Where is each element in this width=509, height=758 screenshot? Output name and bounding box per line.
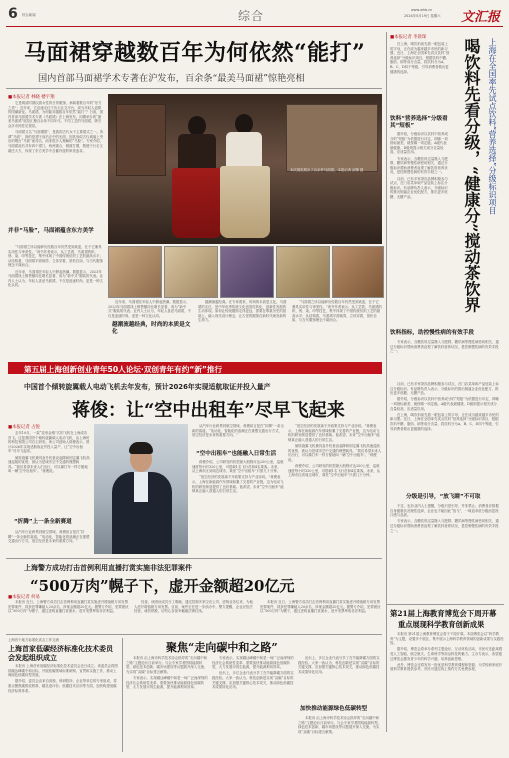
bottom-mid-paragraph: 本报讯 由上海市科学技术协会指导的“走向碳中和之路”主题论坛日前举行。与会专家学者围绕能源转型、绿色技术创新、碳市场建设等议题展开深入交流，为实现“双碳”目标建言献策。	[298, 716, 382, 734]
header-rule	[6, 26, 503, 27]
newspaper-logo: 文汇报	[461, 10, 501, 25]
forum-paragraph: 从汽车行业跨界到航空领域，蒋俊坦言是在“折腾”一条全新的赛道。“电动化、智能化的浪潮正在重塑交通出行方式，低空经济是未来的重要方向。”	[192, 424, 284, 438]
lead-title: 马面裙穿越数百年为何依然“能打”	[24, 40, 366, 66]
right-paragraph: 在上海，喝饮料前先看一眼包装上的字母，正在成为越来越多市民的新习惯。近日，上海在全国率先试点饮料“营养选择”分级标识项目，根据饮料中糖、脂肪、钠等成分含量，将饮料分为A、B、C、D四个等级，引导消费者做出更健康的选择。	[390, 42, 450, 74]
forum-body-col2	[192, 424, 284, 450]
lead-paragraph: 近年来，马面裙在年轻人中掀起热潮。数据显示，2023年马面裙线上销售额同比增长显著，成为“新中式”服装的代表。业内人士认为，年轻人喜爱马面裙，不仅是追逐时尚，更是一种文化认同。	[8, 269, 104, 288]
right-body-3	[390, 340, 500, 376]
bottom-right-title: 重点展现科学教育创新成果	[398, 620, 485, 629]
bottom-mid-col2	[212, 656, 294, 752]
bottom-right-paragraph: 此外，博览会还将发布一批优质科学教育课程和资源，为学校和家庭开展科学教育提供参考。市民可通过线上预约方式免费参观。	[390, 662, 503, 672]
police-paragraph: 经查，该团伙成员分工明确，通过控制多家空壳公司，虚构业务往来，为他人虚开增值税专用发票。目前，案件正在进一步侦办中。警方提醒，企业应依法经营、诚信纳税，切勿心存侥幸触碰法律红线。	[134, 600, 253, 614]
police-body-col1	[8, 600, 130, 632]
site-label: 综合新闻	[22, 13, 36, 17]
forum-paragraph: 蒋俊介绍，公司研发的机型最大航程可达250公里，巡航速度每小时320公里，可搭载1名飞行员和4名乘客。未来，从上海市区到周边城市，乘坐“空中出租车”只需几十分钟。	[192, 460, 284, 474]
forum-paragraph: 从汽车行业跨界到航空领域，蒋俊坦言是在“折腾”一条全新的赛道。“电动化、智能化的浪潮正在重塑交通出行方式，低空经济是未来的重要方向。”	[8, 530, 90, 544]
bottom-mid-paragraph: 论坛上，多位企业代表分享了在节能降碳方面的实践经验。大家一致认为，科技创新是实现“双碳”目标的关键支撑，应加强关键核心技术攻关，推动绿色低碳技术成果转化应用。	[298, 656, 380, 674]
lead-paragraph: 近年来，马面裙在年轻人中掀起热潮。数据显示，2023年马面裙线上销售额同比增长显著，成为“新中式”服装的代表。业内人士认为，年轻人喜爱马面裙，不仅是追逐时尚，更是一种文化认同。	[108, 300, 192, 318]
right-paragraph: 目前，已有多家茶饮品牌积极参与试点，在门店菜单和产品包装上标注分级标识。有品牌负责人表示，分级标识的推出倒逼企业优化配方，推出更多低糖、无糖产品。	[390, 382, 499, 396]
bottom-mid-paragraph: 专家表示，实现碳达峰碳中和是一场广泛而深刻的经济社会系统性变革，需要加快推动能源绿色低碳转型，大力发展可再生能源，提升能源利用效率。	[126, 675, 208, 690]
lead-paragraph: 越潮流越经典。在专家看来，时尚的本质是文化，马面裙的走红，是中华优秀传统文化创造性转化、创新性发展的生动体现。如何让传统服饰走得更远，需要在尊重历史的基础上，融入现代设计理念，让古老的服饰在新时代焕发新的生命力。	[198, 300, 287, 323]
page-number: 6	[8, 6, 18, 22]
forum-banner	[8, 362, 382, 374]
bottom-mid-col3b	[298, 716, 382, 752]
forum-banner-text: 第五届上海创新创业青年50人论坛·双创青年有约“新”推行	[24, 364, 223, 374]
right-paragraph: 不过，也有业内人士提醒，分级只是引导，并非禁止。消费者应根据自身健康状况理性选择，企业也不能因此“放飞”，一味追求低分级而忽视口感与品质。	[390, 504, 499, 518]
forum-body-col1b	[8, 530, 90, 554]
forum-body-col2b	[192, 460, 284, 554]
model-right-skirt	[220, 166, 270, 238]
lead-body-col3	[198, 300, 288, 358]
lead-divider	[6, 88, 382, 89]
right-paragraph: 据介绍，分级标识以饮料中营养成分的“短板”为依据进行评定，即哪一项指标最差，就按哪一项定级。A级代表最健康，D级则提示相关成分含量较高，应适量饮用。	[390, 132, 448, 155]
model-right-top	[226, 132, 262, 168]
police-title: “500万肉”幌子下，虚开金额超20亿元	[30, 577, 295, 595]
bottom-right-paragraph: 本报讯 第21届上海教育博览会将于下周开幕。本届博览会以“科学教育”为主题，设置多个展区，集中展示上海科学教育领域的创新成果与实践经验。	[390, 632, 504, 646]
lead-subhead-1: 并非“马脸”，马面裙蕴含东方美学	[8, 228, 94, 234]
right-paragraph: 目前，已有多家茶饮品牌积极参与试点，在门店菜单和产品包装上标注分级标识。有品牌负责人表示，分级标识的推出倒逼企业优化配方，推出更多低糖、无糖产品。	[390, 176, 448, 199]
forum-subhead-1: “折腾”上一条全新赛道	[14, 519, 72, 525]
lead-paragraph: “马面裙之所以能够历经数百年仍然受到欢迎，在于它兼具实用性与审美性。”该书作者表示，从工艺看，马面裙的织、绣、染、印等技艺，集中体现了中国传统纺织工艺的最高水平；从结构看，马面裙平面裁剪、立体穿着，宽松自如，与当代服饰理念不谋而合。	[8, 245, 103, 268]
right-paragraph: 专家表示，含糖饮料过量摄入与肥胖、糖尿病等慢性病密切相关，通过分级标识帮助消费者直观了解饮料营养状况，是控制慢性病的有效手段之一。	[390, 156, 448, 175]
right-body-2	[390, 132, 450, 332]
skirt-thumbnail	[220, 246, 274, 298]
forum-photo	[94, 424, 188, 554]
bottom-mid-paragraph: 专家表示，实现碳达峰碳中和是一场广泛而深刻的经济社会系统性变革，需要加快推动能源绿色低碳转型，大力发展可再生能源，提升能源利用效率。	[212, 656, 294, 670]
model-left-skirt	[172, 168, 222, 238]
forum-title: 蒋俊：让“空中出租车”尽早飞起来	[72, 400, 345, 421]
right-paragraph: 在上海，喝饮料前先看一眼包装上的字母，正在成为越来越多市民的新习惯。近日，上海在全国率先试点饮料“营养选择”分级标识项目，根据饮料中糖、脂肪、钠等成分含量，将饮料分为A、B、C、D四个等级，引导消费者做出更健康的选择。	[390, 412, 499, 431]
right-paragraph: 专家表示，含糖饮料过量摄入与肥胖、糖尿病等慢性病密切相关，通过分级标识帮助消费者直观了解饮料营养状况，是控制慢性病的有效手段之一。	[390, 340, 499, 354]
bottom-right-paragraph: 据介绍，博览会将举办系列主题论坛、互动体验活动，市民可近距离感受人工智能、航空航天、生命科学等前沿科技的魅力。主办方表示，希望通过博览会激发青少年的科学兴趣，培养创新思维。	[390, 647, 503, 661]
bottom-left-title: 上海首家低碳经济标准化技术委员会发起组织成立	[8, 644, 113, 662]
right-subhead-2: 饮料指标，助控慢性病的有效手段	[390, 330, 500, 337]
model-right-figure	[235, 114, 253, 134]
police-paragraph: 本报讯 近日，上海警方成功打击首例利用直播打赏实施虚开增值税专用发票犯罪案件，抓获犯罪嫌疑人20余名，涉案金额超20亿元。据警方介绍，犯罪团伙以“500万肉”为幌子，通过虚构直播打赏流水，虚开发票牟取非法利益。	[8, 600, 129, 614]
bottom-divider	[6, 634, 382, 635]
police-byline: ■本报记者 何易	[8, 595, 40, 600]
bottom-mid-paragraph: 论坛上，多位企业代表分享了在节能降碳方面的实践经验。大家一致认为，科技创新是实现“双碳”目标的关键支撑，应加强关键核心技术攻关，推动绿色低碳技术成果转化应用。	[212, 671, 294, 690]
forum-body-col1	[8, 431, 90, 517]
bottom-col-divider	[122, 638, 123, 752]
police-body-col3	[260, 600, 382, 632]
model-left-figure	[188, 116, 206, 136]
forum-paragraph: “低空经济的发展离不开政策支持与产业协同。”蒋俊表示，上海在新能源汽车领域积累了完善的产业链，这为电动飞机的研发制造提供了良好基础。他希望，未来“空中出租车”能够真正融入普通人的日常生活。	[288, 424, 380, 442]
bottom-mid-title: 聚焦“走向碳中和之路”	[166, 641, 278, 654]
police-small-title: 上海警方成功打击首例利用直播打赏实施非法犯罪案件	[24, 564, 192, 572]
right-column-divider	[386, 32, 387, 732]
bottom-left-kicker: 上海首个地方标准化试点工作交流	[8, 638, 59, 642]
forum-subhead-2: “空中出租车”也能融入日常生活	[196, 451, 277, 457]
right-body-1	[390, 42, 450, 112]
right-subhead-3: 分级是引导，“放飞睛”不可取	[406, 494, 481, 500]
model-left-top	[178, 134, 216, 170]
skirt-thumbnail	[276, 246, 330, 298]
bottom-mid-paragraph: 本报讯 由上海市科学技术协会指导的“走向碳中和之路”主题论坛日前举行。与会专家学者围绕能源转型、绿色技术创新、碳市场建设等议题展开深入交流，为实现“双碳”目标建言献策。	[126, 656, 208, 674]
bottom-right-body	[390, 632, 504, 752]
bottom-mid-subhead: 加快推动能源绿色低碳转型	[300, 706, 368, 712]
lead-subtitle: 国内首部马面裙学术专著在沪发布，百余条“最美马面裙”惊艳亮相	[38, 73, 305, 84]
skirt-thumbnail	[108, 246, 162, 298]
police-paragraph: 本报讯 近日，上海警方成功打击首例利用直播打赏实施虚开增值税专用发票犯罪案件，抓获犯罪嫌疑人20余名，涉案金额超20亿元。据警方介绍，犯罪团伙以“500万肉”为幌子，通过虚构直播打赏流水，虚开发票牟取非法利益。	[260, 600, 381, 614]
forum-paragraph: 去年10月，一架“变形金刚”式的飞机在上海成功首飞。这是我国首个倾转旋翼载人电动飞机，由上海时的科技有限公司自主研发。该公司创始人蒋俊表示，预计2026年实现适航取证并投入量产，让“空中出租车”尽早飞起来。	[8, 431, 90, 454]
lead-byline: ■本报记者 林晓 楼宇翔	[8, 95, 55, 100]
right-byline: ■本报记者 李晨琛	[390, 35, 427, 40]
site-url: www.whb.cn	[411, 8, 433, 12]
photo-caption: 本次展览展出了百余件马面裙。本报记者 邱肇 摄	[290, 168, 364, 172]
forum-paragraph: 倾转旋翼飞机兼具直升机垂直起降和固定翼飞机高速巡航的优势，被认为是城市空中交通的理想载具。“我们希望未来人们出行，可以像打车一样方便地叫一辆‘空中出租车’。”蒋俊说。	[288, 443, 382, 462]
skirt-thumbnail	[164, 246, 218, 298]
page-header	[6, 4, 503, 26]
forum-small-headline: 中国首个倾转旋翼载人电动飞机去年发布，预计2026年实现适航取证并投入量产	[24, 383, 271, 391]
skirt-thumbnail	[332, 246, 384, 298]
police-body-col2	[134, 600, 256, 632]
bottom-left-body	[8, 664, 118, 752]
bottom-mid-col1	[126, 656, 208, 752]
lead-paragraph: 马面裙又名“马面褶裙”，是我国古代女子主要裙式之一。所谓“马面”，指的是裙子前后正中的光面，因其形似古代城墙上突出的墩台“马面”而得名，而非很多人理解的“马脸”。专家介绍，马面裙前后共有四个裙门，两两重合，侧面打褶，既便于行走又端庄大方，体现了东方美学中含蓄内敛的审美追求。	[8, 130, 104, 153]
skirt-thumbnails	[108, 236, 382, 298]
police-divider	[6, 558, 382, 559]
bottom-right-small-title: 第21届上海教育博览会下周开幕	[390, 609, 497, 618]
lead-paragraph: 它是明清时期汉族女性的日常服饰，承载着数百年的“东方之美”；近年来，它迅速走红于各大社交平台，成为年轻人追捧的国潮新宠。马面裙，为何能穿越数百年依然“能打”？日前，国内首部马面裙学术专著《马面裙》在上海发布，同期举办的“最美马面裙”展览汇聚百余条不同年代、不同工艺的马面裙，吸引众多市民驻足观赏。	[8, 101, 104, 128]
bottom-mid-col3	[298, 656, 382, 704]
bottom-left-paragraph: 本报讯 上海首家低碳经济标准化技术委员会近日成立。该委员会将围绕碳达峰碳中和目标，开展低碳领域标准研制、宣贯和实施工作，推动上海绿色低碳转型发展。	[8, 664, 118, 678]
right-body-5	[390, 504, 500, 594]
forum-paragraph: “低空经济的发展离不开政策支持与产业协同。”蒋俊表示，上海在新能源汽车领域积累了完善的产业链，这为电动飞机的研发制造提供了良好基础。他希望，未来“空中出租车”能够真正融入普通人的日常生活。	[192, 475, 284, 494]
lead-body-col1	[8, 101, 104, 225]
issue-date: 2024年5月19日 星期六	[404, 14, 441, 18]
lead-body-col1b	[8, 245, 104, 355]
person-hair	[129, 442, 153, 454]
right-paragraph: 据介绍，分级标识以饮料中营养成分的“短板”为依据进行评定，即哪一项指标最差，就按哪一项定级。A级代表最健康，D级则提示相关成分含量较高，应适量饮用。	[390, 397, 499, 411]
right-title: 喝饮料先看分级，“健康分”搅动茶饮界	[462, 38, 481, 313]
lead-body-col4	[292, 300, 382, 358]
forum-byline: ■本报记者 占悦	[8, 425, 40, 430]
lead-subhead-2: 越潮流越经典，时尚的本质是文化	[112, 322, 191, 335]
forum-paragraph: 倾转旋翼飞机兼具直升机垂直起降和固定翼飞机高速巡航的优势，被认为是城市空中交通的理想载具。“我们希望未来人们出行，可以像打车一样方便地叫一辆‘空中出租车’。”蒋俊说。	[8, 455, 90, 474]
person-shirt	[134, 472, 148, 502]
forum-paragraph: 蒋俊介绍，公司研发的机型最大航程可达250公里，巡航速度每小时320公里，可搭载1名飞行员和4名乘客。未来，从上海市区到周边城市，乘坐“空中出租车”只需几十分钟。	[288, 463, 381, 478]
lead-paragraph: “马面裙之所以能够历经数百年仍然受到欢迎，在于它兼具实用性与审美性。”该书作者表示，从工艺看，马面裙的织、绣、染、印等技艺，集中体现了中国传统纺织工艺的最高水平；从结构看，马面裙平面裁剪、立体穿着，宽松自如，与当代服饰理念不谋而合。	[292, 300, 382, 323]
bottom-right-top-rule	[386, 604, 504, 605]
section-title: 综合	[238, 9, 265, 23]
right-subhead-1: 饮料“营养选择”分级看其“短板”	[390, 116, 448, 129]
right-paragraph: 专家表示，含糖饮料过量摄入与肥胖、糖尿病等慢性病密切相关，通过分级标识帮助消费者直观了解饮料营养状况，是控制慢性病的有效手段之一。	[390, 519, 499, 533]
forum-body-col3	[288, 424, 382, 554]
bottom-left-paragraph: 据介绍，委员会由来自高校、科研院所、企业等单位的专家组成，将重点聚焦碳排放核算、碳足迹评价、低碳技术应用等方面，加快构建低碳经济标准体系。	[8, 679, 117, 693]
exhibit-banner	[116, 104, 166, 176]
display-case	[286, 104, 378, 172]
right-body-4	[390, 382, 500, 492]
right-kicker: 上海在全国率先试点饮料“营养选择”分级标识项目	[488, 38, 497, 215]
